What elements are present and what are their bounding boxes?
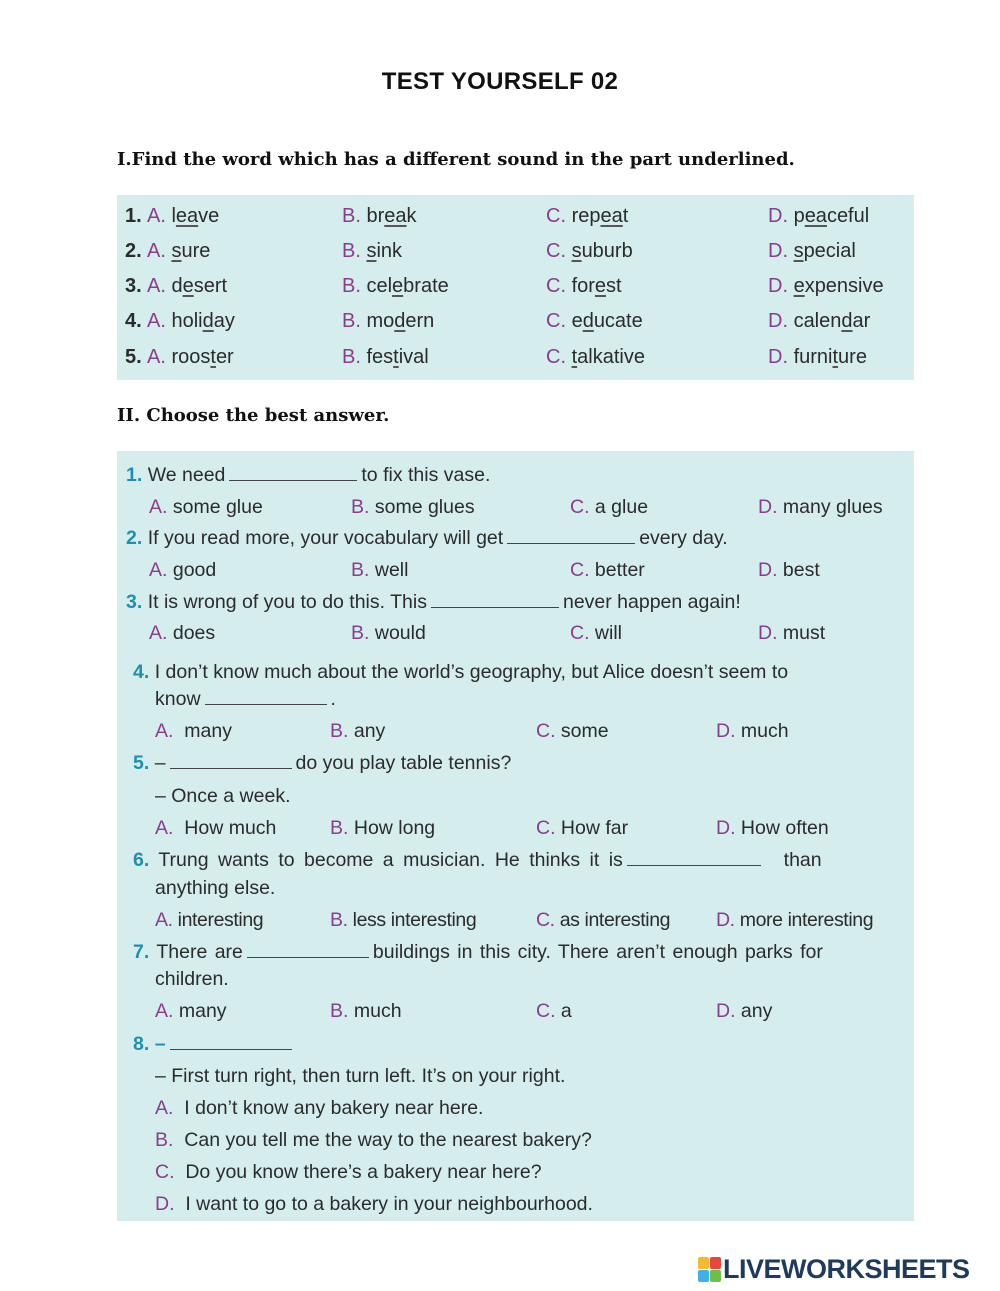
pronunciation-option[interactable] (768, 240, 856, 263)
underlined-part: t (571, 346, 578, 368)
option-letter: B. (342, 275, 361, 297)
underlined-part: e (793, 275, 805, 297)
underlined-part: s (171, 240, 182, 262)
option-letter: B. (342, 310, 361, 332)
option-6c[interactable]: C. as interesting (536, 909, 671, 931)
option-letter: A. (147, 346, 166, 368)
question-2: 2. If you read more, your vocabulary will get every day. (126, 527, 728, 549)
option-letter: C. (546, 346, 566, 368)
section1-heading: I.Find the word which has a different sound in the part underlined. (117, 149, 795, 170)
option-6d[interactable]: D. more interesting (716, 909, 874, 931)
option-1d[interactable]: D. many glues (758, 496, 883, 518)
option-5c[interactable]: C. How far (536, 817, 629, 839)
underlined-part: s (571, 240, 582, 262)
underlined-part: ea (175, 205, 199, 227)
pronunciation-option[interactable] (147, 275, 227, 298)
word-part: e (571, 310, 583, 332)
word-part: for (571, 275, 595, 297)
pronunciation-option[interactable] (147, 310, 235, 333)
pronunciation-option[interactable] (147, 205, 219, 228)
underlined-part: s (366, 240, 377, 262)
pronunciation-option[interactable] (546, 240, 633, 263)
pronunciation-option[interactable] (768, 205, 869, 228)
word-part: er (215, 346, 234, 368)
option-letter: B. (342, 240, 361, 262)
word-part: cel (366, 275, 393, 297)
word-part: alkative (577, 346, 645, 368)
answer-blank[interactable] (627, 864, 761, 866)
item-number: 5. (125, 346, 142, 368)
word-part: ar (852, 310, 871, 332)
question-8-reply: – First turn right, then turn left. It’s on your right. (155, 1065, 566, 1087)
word-part: ink (376, 240, 403, 262)
question-4-line2: know . (155, 688, 336, 710)
pronunciation-option[interactable] (546, 205, 628, 228)
question-4: 4. I don’t know much about the world’s geography, but Alice doesn’t seem to (133, 661, 789, 683)
question-6: 6. Trung wants to become a musician. He thinks it is than (133, 849, 822, 871)
word-part: fes (366, 346, 394, 368)
option-8d[interactable]: D. I want to go to a bakery in your neighbourhood. (155, 1193, 593, 1215)
option-8a[interactable]: A. I don’t know any bakery near here. (155, 1097, 484, 1119)
underlined-part: t (832, 346, 839, 368)
option-letter: D. (768, 275, 788, 297)
pronunciation-option[interactable] (342, 240, 402, 263)
option-letter: C. (546, 275, 566, 297)
pronunciation-option[interactable] (342, 275, 449, 298)
option-2b[interactable]: B. well (351, 559, 409, 581)
word-part: k (406, 205, 417, 227)
option-3a[interactable]: A. does (149, 622, 216, 644)
logo-square (698, 1270, 709, 1282)
word-part: rep (571, 205, 601, 227)
option-letter: A. (147, 275, 166, 297)
question-3: 3. It is wrong of you to do this. This never happen again! (126, 591, 741, 613)
option-1b[interactable]: B. some glues (351, 496, 475, 518)
option-6a[interactable]: A. interesting (155, 909, 264, 931)
logo-square (710, 1257, 721, 1269)
word-part: br (366, 205, 385, 227)
option-letter: C. (546, 240, 566, 262)
option-8b[interactable]: B. Can you tell me the way to the nearest bakery? (155, 1129, 592, 1151)
logo-square (698, 1257, 709, 1269)
pronunciation-option[interactable] (768, 310, 870, 333)
pronunciation-option[interactable] (768, 346, 867, 369)
word-part: roos (171, 346, 211, 368)
underlined-part: ea (384, 205, 407, 227)
option-letter: B. (342, 346, 361, 368)
logo-icon (698, 1257, 720, 1281)
option-5d[interactable]: D. How often (716, 817, 829, 839)
question-5-reply: – Once a week. (155, 785, 291, 807)
underlined-part: ea (600, 205, 623, 227)
word-part: ival (398, 346, 429, 368)
answer-blank[interactable] (170, 1048, 292, 1050)
item-number: 2. (125, 240, 142, 262)
answer-blank[interactable] (431, 606, 559, 608)
item-number: 1. (125, 205, 142, 227)
question-8: 8. – (133, 1033, 296, 1056)
option-4a[interactable]: A. many (155, 720, 232, 742)
section2-heading: II. Choose the best answer. (117, 405, 390, 426)
option-letter: C. (546, 205, 566, 227)
option-letter: D. (768, 310, 788, 332)
word-part: uburb (581, 240, 633, 262)
underlined-part: d (582, 310, 594, 332)
underlined-part: e (392, 275, 404, 297)
option-2d[interactable]: D. best (758, 559, 820, 581)
question-5: 5. – do you play table tennis? (133, 752, 512, 774)
word-part: mo (366, 310, 395, 332)
word-part: calen (793, 310, 842, 332)
word-part: ceful (826, 205, 870, 227)
pronunciation-option[interactable] (546, 346, 645, 369)
word-part: p (793, 205, 805, 227)
question-7: 7. There are buildings in this city. There aren’t enough parks for (133, 941, 823, 963)
answer-blank[interactable] (205, 703, 327, 705)
logo-square (710, 1270, 721, 1282)
option-5b[interactable]: B. How long (330, 817, 436, 839)
item-number: 4. (125, 310, 142, 332)
option-letter: B. (342, 205, 361, 227)
underlined-part: d (202, 310, 214, 332)
underlined-part: d (841, 310, 853, 332)
item-number: 3. (125, 275, 142, 297)
option-7a[interactable]: A. many (155, 1000, 227, 1022)
option-letter: D. (768, 240, 788, 262)
word-part: pecial (803, 240, 856, 262)
word-part: t (622, 205, 629, 227)
answer-blank[interactable] (229, 479, 357, 481)
word-part: ure (838, 346, 867, 368)
word-part: ure (181, 240, 211, 262)
option-7b[interactable]: B. much (330, 1000, 402, 1022)
option-1a[interactable]: A. some glue (149, 496, 263, 518)
underlined-part: t (210, 346, 216, 368)
underlined-part: e (182, 275, 194, 297)
option-letter: A. (147, 205, 166, 227)
question-6-line2: anything else. (155, 877, 276, 899)
answer-blank[interactable] (247, 956, 369, 958)
option-5a[interactable]: A. How much (155, 817, 277, 839)
option-3d[interactable]: D. must (758, 622, 826, 644)
underlined-part: s (793, 240, 804, 262)
word-part: holi (171, 310, 203, 332)
option-letter: A. (147, 240, 166, 262)
option-2c[interactable]: C. better (570, 559, 645, 581)
option-4c[interactable]: C. some (536, 720, 609, 742)
option-1c[interactable]: C. a glue (570, 496, 649, 518)
option-7c[interactable]: C. a (536, 1000, 572, 1022)
option-4d[interactable]: D. much (716, 720, 789, 742)
word-part: sert (193, 275, 228, 297)
option-4b[interactable]: B. any (330, 720, 386, 742)
word-part: l (171, 205, 176, 227)
option-3c[interactable]: C. will (570, 622, 623, 644)
word-part: ay (213, 310, 235, 332)
option-7d[interactable]: D. any (716, 1000, 773, 1022)
answer-blank[interactable] (170, 767, 292, 769)
word-part: d (171, 275, 183, 297)
question-1: 1. We need to fix this vase. (126, 464, 491, 486)
option-2a[interactable]: A. good (149, 559, 217, 581)
option-letter: D. (768, 346, 788, 368)
pronunciation-box (117, 195, 914, 380)
word-part: brate (403, 275, 449, 297)
pronunciation-option[interactable] (147, 240, 210, 263)
word-part: furni (793, 346, 833, 368)
pronunciation-option[interactable] (546, 275, 622, 298)
pronunciation-option[interactable] (768, 275, 884, 298)
word-part: ern (405, 310, 435, 332)
option-6b[interactable]: B. less interesting (330, 909, 477, 931)
page-title: TEST YOURSELF 02 (381, 68, 619, 95)
option-3b[interactable]: B. would (351, 622, 426, 644)
pronunciation-option[interactable] (546, 310, 643, 333)
word-part: st (606, 275, 622, 297)
option-letter: D. (768, 205, 788, 227)
word-part: ucate (593, 310, 643, 332)
underlined-part: d (394, 310, 406, 332)
underlined-part: e (594, 275, 607, 297)
underlined-part: t (393, 346, 399, 368)
answer-blank[interactable] (507, 542, 635, 544)
pronunciation-option[interactable] (147, 346, 234, 369)
pronunciation-option[interactable] (342, 205, 417, 228)
question-7-line2: children. (155, 968, 229, 990)
word-part: xpensive (804, 275, 884, 297)
word-part: ve (198, 205, 220, 227)
option-letter: A. (147, 310, 166, 332)
option-letter: C. (546, 310, 566, 332)
pronunciation-option[interactable] (342, 346, 429, 369)
pronunciation-option[interactable] (342, 310, 434, 333)
underlined-part: ea (804, 205, 827, 227)
liveworksheets-logo[interactable] (698, 1253, 970, 1285)
option-8c[interactable]: C. Do you know there’s a bakery near here? (155, 1161, 542, 1183)
logo-text: LIVEWORKSHEETS (723, 1253, 970, 1284)
